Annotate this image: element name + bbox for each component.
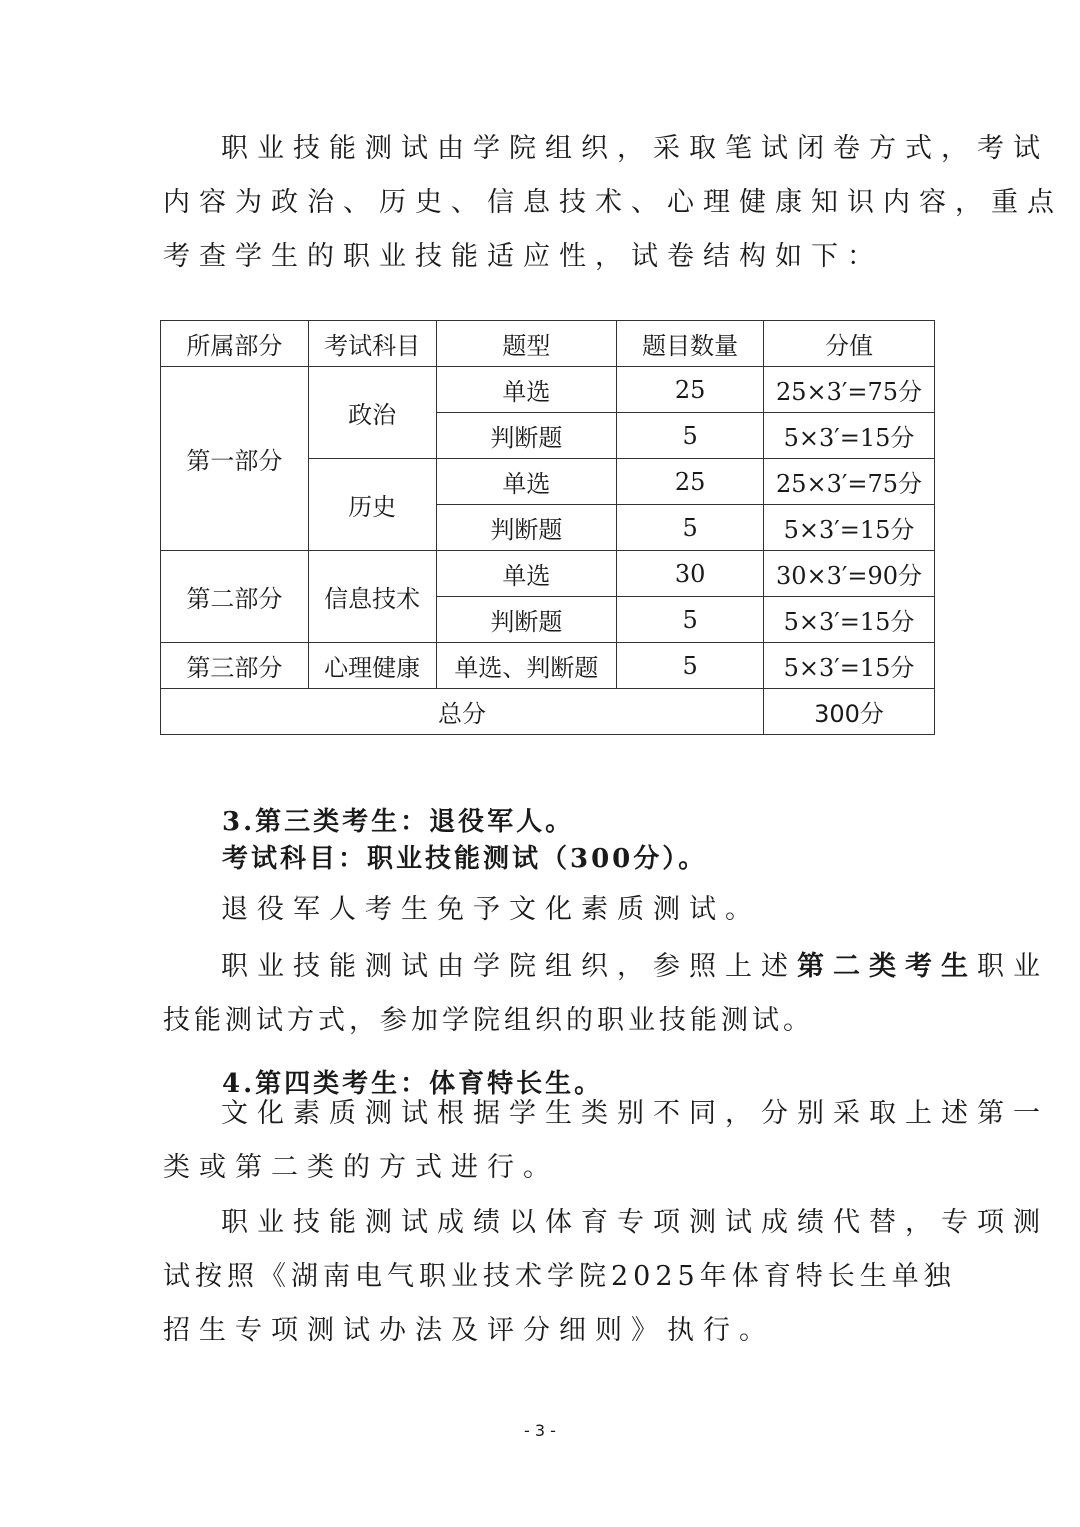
subject-cell: 信息技术 [308,551,436,643]
section3-subject-heading: 考试科目：职业技能测试（300分）。 [222,844,708,874]
text-line: 退役军人考生免予文化素质测试。 [221,894,761,925]
total-label-cell: 总分 [161,689,764,735]
table-row [161,367,935,413]
subject-cell: 心理健康 [308,643,436,689]
type-cell: 单选 [436,551,617,597]
text-line [163,940,1049,994]
text-line: 招生专项测试办法及评分细则》执行。 [163,1315,775,1346]
score-cell: 5×3′=15分 [764,597,935,643]
count-cell: 5 [617,643,764,689]
type-cell: 单选 [436,367,617,413]
text-line: 考查学生的职业技能适应性，试卷结构如下： [163,241,883,272]
count-cell: 25 [617,367,764,413]
score-cell: 5×3′=15分 [764,505,935,551]
score-cell: 30×3′=90分 [764,551,935,597]
score-cell: 25×3′=75分 [764,367,935,413]
text-line: 职业技能测试由学院组织，采取笔试闭卷方式，考试 [221,133,1049,164]
score-cell: 25×3′=75分 [764,459,935,505]
count-cell: 25 [617,459,764,505]
header-cell: 考试科目 [308,321,436,367]
section3-paragraph-1 [163,883,923,937]
part-cell: 第二部分 [161,551,309,643]
count-cell: 5 [617,597,764,643]
section4-paragraph-2 [163,1196,1049,1358]
table-header-row [161,321,935,367]
text-line: 内容为政治、历史、信息技术、心理健康知识内容，重点 [163,187,1063,218]
part-cell: 第三部分 [161,643,309,689]
page-number: - 3 - [524,1421,556,1440]
intro-paragraph [163,122,1063,284]
total-value-cell: 300分 [764,689,935,735]
exam-structure-table [160,320,935,735]
type-cell: 单选、判断题 [436,643,617,689]
score-cell: 5×3′=15分 [764,643,935,689]
text-line: 类或第二类的方式进行。 [163,1152,559,1183]
count-cell: 5 [617,505,764,551]
table-total-row [161,689,935,735]
text-span: 职业 [977,951,1049,982]
text-span-bold: 第二类考生 [797,951,977,982]
text-line: 职业技能测试成绩以体育专项测试成绩代替，专项测 [221,1207,1049,1238]
part-cell: 第一部分 [161,367,309,551]
section3-heading: 3.第三类考生：退役军人。 [222,807,575,837]
type-cell: 判断题 [436,597,617,643]
subject-cell: 政治 [308,367,436,459]
text-line: 文化素质测试根据学生类别不同，分别采取上述第一 [221,1098,1049,1129]
header-cell: 分值 [764,321,935,367]
section3-paragraph-2 [163,940,1049,1048]
section4-heading: 4.第四类考生：体育特长生。 [222,1069,604,1099]
type-cell: 单选 [436,459,617,505]
type-cell: 判断题 [436,505,617,551]
section4-paragraph-1 [163,1087,1049,1195]
type-cell: 判断题 [436,413,617,459]
text-line: 试按照《湖南电气职业技术学院2025年体育特长生单独 [163,1261,956,1292]
count-cell: 30 [617,551,764,597]
text-line: 技能测试方式，参加学院组织的职业技能测试。 [163,1005,814,1036]
header-cell: 所属部分 [161,321,309,367]
header-cell: 题型 [436,321,617,367]
score-cell: 5×3′=15分 [764,413,935,459]
table-row [161,551,935,597]
table-row [161,643,935,689]
subject-cell: 历史 [308,459,436,551]
count-cell: 5 [617,413,764,459]
text-span: 职业技能测试由学院组织，参照上述 [221,951,797,982]
header-cell: 题目数量 [617,321,764,367]
